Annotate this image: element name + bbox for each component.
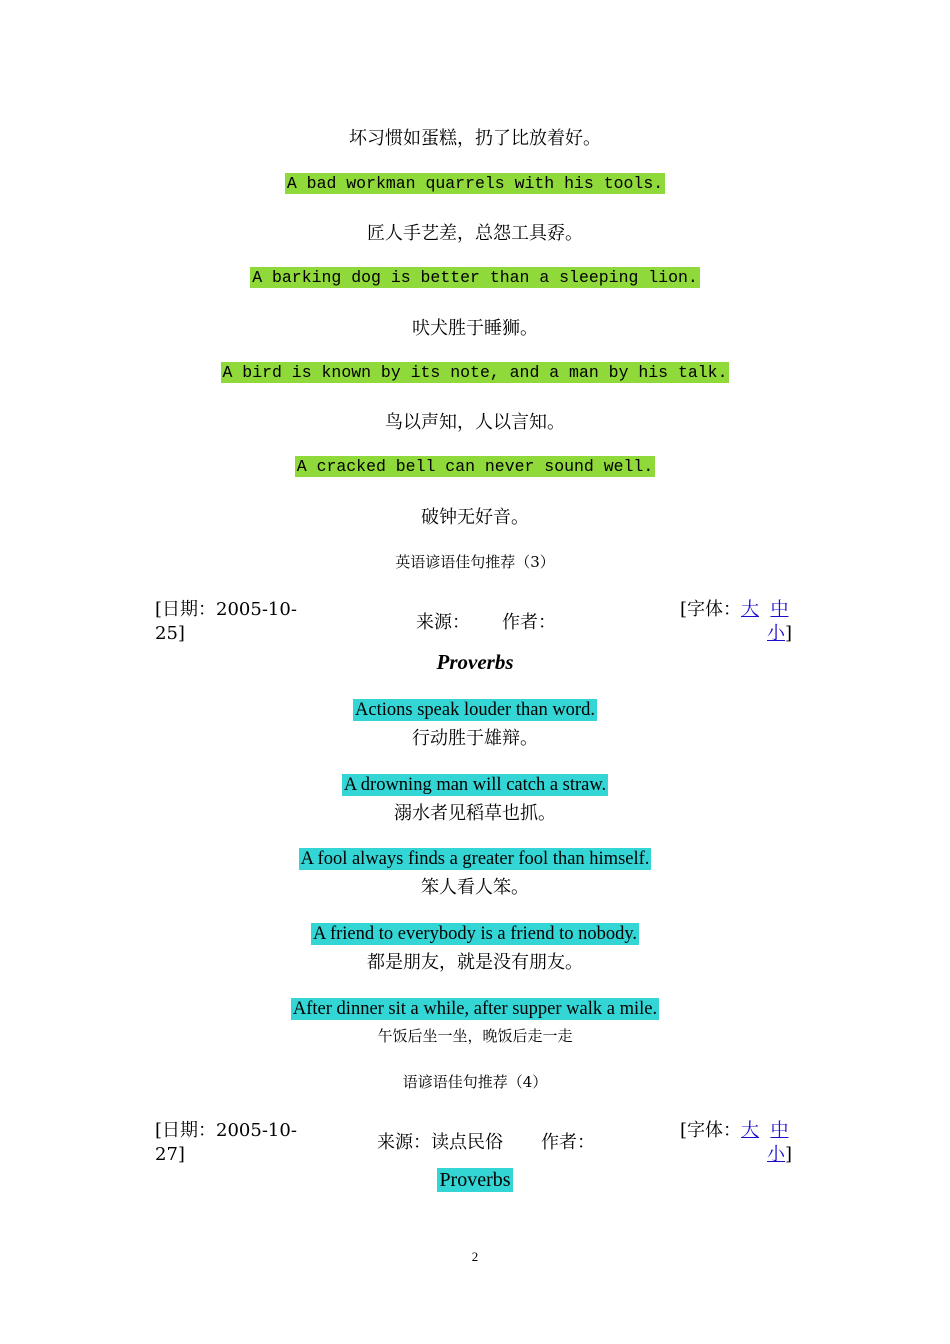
author-field: 作者： [541, 1132, 595, 1153]
section-heading: 语谚语佳句推荐（4） [402, 1073, 548, 1091]
author-field: 作者： [502, 612, 556, 633]
proverb-cn-line: 鸟以声知，人以言知。 [385, 412, 565, 433]
proverb-cn-line: 溺水者见稻草也抓。 [394, 803, 556, 824]
source-field: 来源：读点民俗 [377, 1132, 503, 1153]
proverb-en-line: A cracked bell can never sound well. [296, 457, 654, 476]
proverb-cn-line: 午饭后坐一坐，晚饭后走一走 [377, 1027, 573, 1045]
font-size-selector: [字体：大 中 小] [680, 599, 793, 644]
font-large-link[interactable]: 大 [741, 1120, 760, 1141]
proverb-en-line: A fool always finds a greater fool than himself. [300, 849, 650, 869]
proverb-en-line: A friend to everybody is a friend to nobody. [312, 924, 638, 944]
proverb-en-line: After dinner sit a while, after supper walk a mile. [292, 999, 658, 1019]
proverb-cn-line: 都是朋友，就是没有朋友。 [367, 952, 583, 973]
font-medium-link[interactable]: 中 [770, 599, 789, 620]
source-field: 来源： [416, 612, 470, 633]
proverb-en-line: Actions speak louder than word. [355, 700, 595, 720]
proverb-cn-line: 吠犬胜于睡狮。 [412, 318, 538, 339]
proverb-cn-line: 匠人手艺差，总怨工具孬。 [367, 223, 583, 244]
section-heading: 英语谚语佳句推荐（3） [395, 553, 555, 571]
font-size-selector: [字体：大 中 小] [680, 1120, 793, 1165]
proverb-en-line: A drowning man will catch a straw. [343, 775, 607, 795]
proverb-en-line: A bad workman quarrels with his tools. [286, 174, 664, 193]
date-field: [日期：2005-10- 27] [155, 1120, 297, 1165]
page-number: 2 [471, 1249, 479, 1264]
proverb-en-line: A barking dog is better than a sleeping lion. [252, 268, 698, 287]
article-title: Proverbs [439, 1169, 511, 1191]
font-small-link[interactable]: 小 [767, 623, 785, 644]
font-small-link[interactable]: 小 [767, 1144, 785, 1165]
proverb-en-line: A bird is known by its note, and a man by his talk. [222, 363, 728, 382]
proverb-cn-line: 坏习惯如蛋糕，扔了比放着好。 [349, 128, 601, 149]
font-medium-link[interactable]: 中 [770, 1120, 789, 1141]
proverb-cn-line: 笨人看人笨。 [421, 877, 529, 898]
proverb-cn-line: 行动胜于雄辩。 [412, 728, 538, 749]
article-title: Proverbs [436, 650, 514, 674]
date-field: [日期：2005-10- 25] [155, 599, 297, 644]
font-large-link[interactable]: 大 [741, 599, 760, 620]
proverb-cn-line: 破钟无好音。 [421, 507, 529, 528]
